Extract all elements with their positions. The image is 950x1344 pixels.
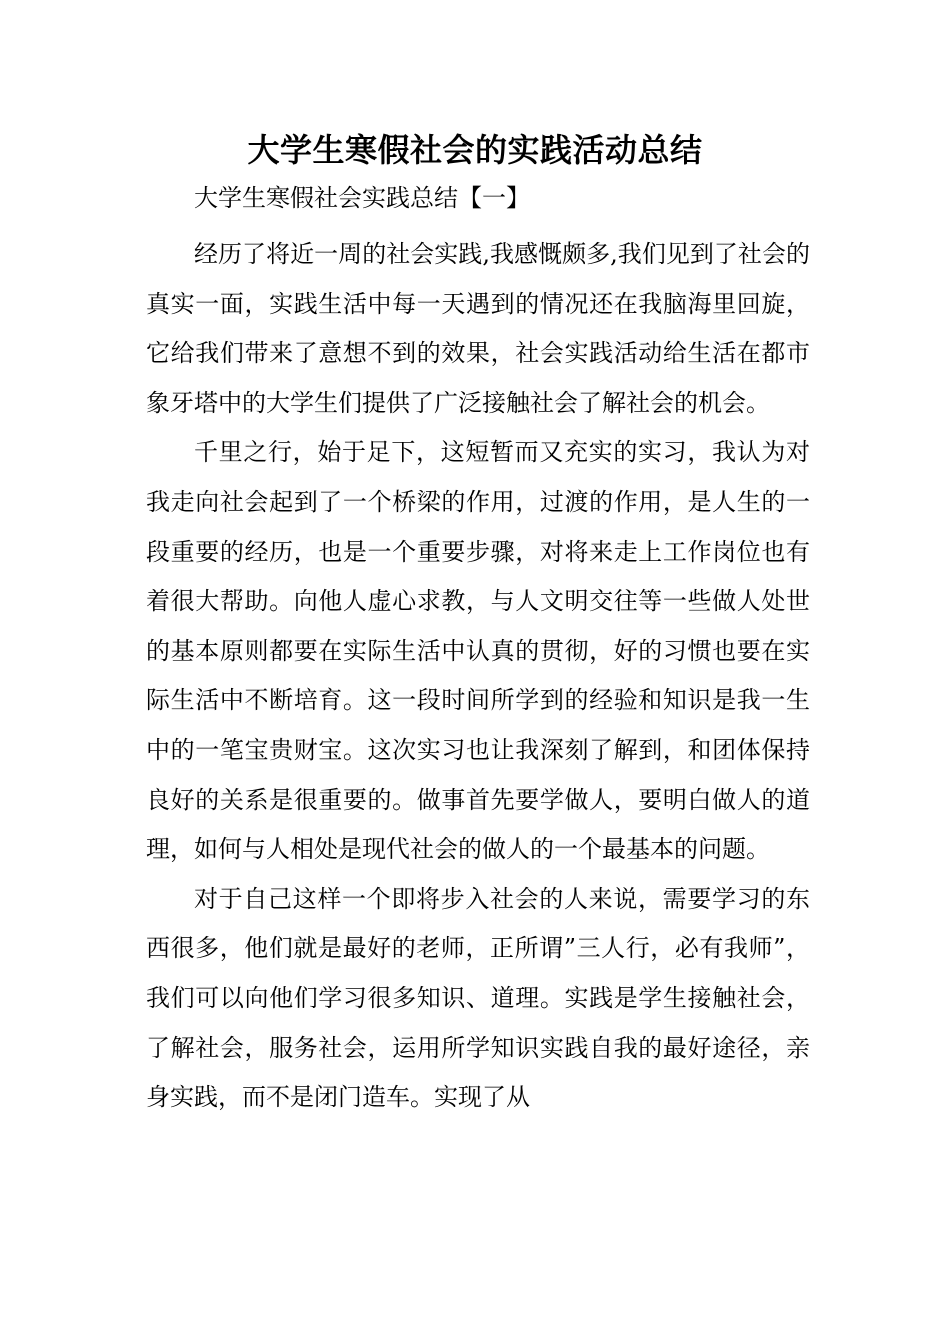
paragraph-3: 对于自己这样一个即将步入社会的人来说，需要学习的东西很多，他们就是最好的老师，正所谓”三人行，必有我师”，我们可以向他们学习很多知识、道理。实践是学生接触社会，了解社会，服务社会，运用所学知识实践自我的最好途径，亲身实践，而不是闭门造车。实现了从 xyxy=(146,884,810,1112)
document-title: 大学生寒假社会的实践活动总结 xyxy=(247,131,703,169)
section-heading: 大学生寒假社会实践总结【一】 xyxy=(194,184,530,212)
paragraph-1: 经历了将近一周的社会实践,我感慨颇多,我们见到了社会的真实一面，实践生活中每一天遇到的情况还在我脑海里回旋，它给我们带来了意想不到的效果，社会实践活动给生活在都市象牙塔中的大学生们提供了广泛接触社会了解社会的机会。 xyxy=(146,240,810,417)
paragraph-2: 千里之行，始于足下，这短暂而又充实的实习，我认为对我走向社会起到了一个桥梁的作用，过渡的作用，是人生的一段重要的经历，也是一个重要步骤，对将来走上工作岗位也有着很大帮助。向他人虚心求教，与人文明交往等一些做人处世的基本原则都要在实际生活中认真的贯彻，好的习惯也要在实际生活中不断培育。这一段时间所学到的经验和知识是我一生中的一笔宝贵财宝。这次实习也让我深刻了解到，和团体保持良好的关系是很重要的。做事首先要学做人，要明白做人的道理，如何与人相处是现代社会的做人的一个最基本的问题。 xyxy=(146,438,810,864)
document-body xyxy=(146,230,810,1123)
